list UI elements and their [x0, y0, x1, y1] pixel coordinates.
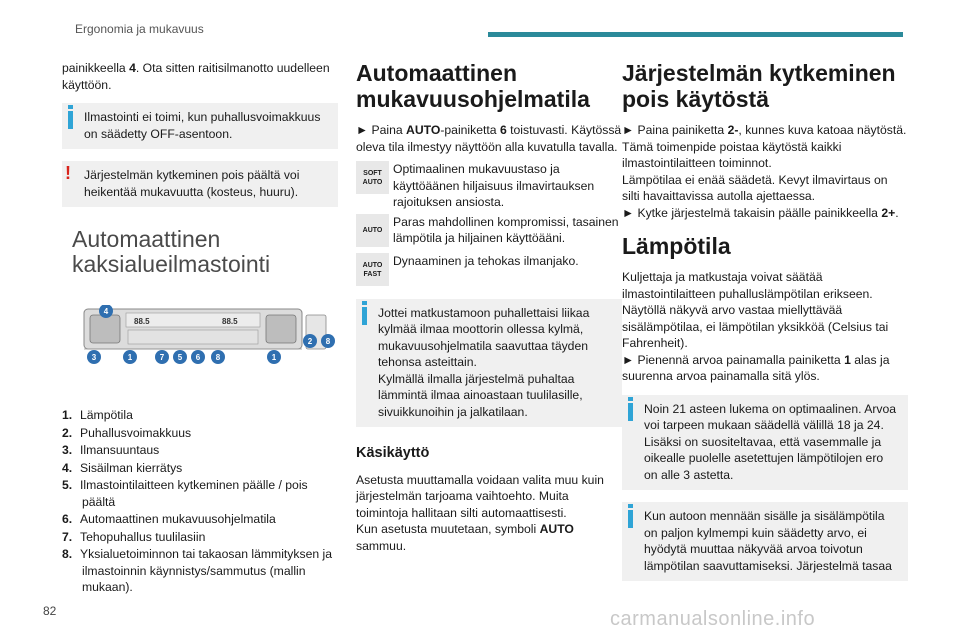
section-heading-temperature: Lämpötila [622, 233, 731, 259]
mode-soft-auto: SOFT AUTO Optimaalinen mukavuustaso ja käyttöäänen hiljaisuus ilmavirtauksen rajoituksen ansiosta. [356, 161, 622, 211]
auto-paragraph: ► Paina AUTO-painiketta 6 toistuvasti. Käytössä oleva tila ilmestyy näyttöön alla kuvatulla tavalla. [356, 123, 622, 154]
info-note: Ilmastointi ei toimi, kun puhallusvoimakkuus on säädetty OFF-asentoon. [62, 103, 338, 149]
svg-text:8: 8 [325, 337, 331, 346]
list-item: 6. Automaattinen mukavuusohjelmatila [62, 512, 276, 526]
running-header: Ergonomia ja mukavuus [75, 22, 204, 36]
watermark: carmanualsonline.info [610, 608, 816, 630]
info-note: Jottei matkustamoon puhallettaisi liikaa kylmää ilmaa moottorin ollessa kylmä, mukavuusohjelmatila saavuttaa täyden tehonsa asteittain. Kylmällä ilmalla järjestelmä puhaltaa lämmintä ilmaa ainoastaan tuulilasille, sivuikkunoihin ja jalkatilaan. [356, 299, 622, 428]
svg-text:7: 7 [159, 353, 165, 362]
switch-off-paragraph: ► Paina painiketta 2-, kunnes kuva katoaa näytöstä. Tämä toimenpide poistaa käytöstä kaikki ilmastointilaitteen toiminnot. Lämpötilaa ei enää säädetä. Kevyt ilmavirtaus on silti havaittavissa autolla ajettaessa. ► Kytke järjestelmä takaisin päälle painikkeella 2+. [622, 123, 907, 220]
info-icon [68, 111, 73, 129]
list-item: 1. Lämpötila [62, 408, 133, 422]
list-item: 4. Sisäilman kierrätys [62, 460, 183, 475]
svg-text:1: 1 [271, 353, 277, 362]
page-number: 82 [43, 604, 57, 618]
section-heading-auto-comfort: Automaattinen mukavuusohjelmatila [356, 60, 590, 112]
svg-text:8: 8 [215, 353, 221, 362]
mode-auto-fast: AUTO FAST Dynaaminen ja tehokas ilmanjako. [356, 253, 622, 289]
section-heading-switch-off: Järjestelmän kytkeminen pois käytöstä [622, 60, 896, 112]
list-item: 5. Ilmastointilaitteen kytkeminen päälle / pois päältä [62, 478, 308, 509]
list-item: 2. Puhallusvoimakkuus [62, 425, 192, 440]
info-note: Noin 21 asteen lukema on optimaalinen. Arvoa voi tarpeen mukaan säädellä välillä 18 ja 24. Lisäksi on suositeltavaa, että vasemmalle ja oikealle puolelle asetettujen lämpötilojen ero on alle 3 astetta. [622, 395, 908, 491]
warning-icon: ! [65, 163, 71, 183]
intro-paragraph: painikkeella 4. Ota sitten raitisilmanotto uudelleen käyttöön. [62, 61, 330, 92]
column-middle [356, 60, 622, 560]
info-icon [628, 510, 633, 528]
column-left [62, 60, 338, 597]
info-icon [628, 403, 633, 421]
manual-paragraph: Asetusta muuttamalla voidaan valita muu kuin järjestelmän tarjoama vaihtoehto. Muita toimintoja hallitaan silti automaattisesti. Kun asetusta muutetaan, symboli AUTO sammuu. [356, 472, 604, 553]
info-note: Kun autoon mennään sisälle ja sisälämpötila on paljon kylmempi kuin säädetty arvo, ei hyödytä muuttaa näkyvää arvoa toivotun lämpötilan saavuttamiseksi. Järjestelmä tasaa [622, 502, 908, 581]
control-legend-list [62, 407, 338, 596]
svg-text:2: 2 [307, 337, 313, 346]
svg-text:6: 6 [195, 353, 201, 362]
warning-note: ! Järjestelmän kytkeminen pois päältä voi heikentää mukavuutta (kosteus, huuru). [62, 161, 338, 207]
column-right [622, 60, 908, 593]
control-panel-illustration [70, 305, 340, 367]
control-panel-diagram [70, 305, 340, 367]
temperature-paragraph: Kuljettaja ja matkustaja voivat säätää ilmastointilaitteen puhalluslämpötilan erikseen. Näytöllä näkyvä arvo vastaa miellyttävää sisälämpötilaa, ei lämpötilan yksikköä (Celsius tai Fahrenheit). ► Pienennä arvoa painamalla painiketta 1 alas ja suurenna arvoa painamalla sitä ylös. [622, 270, 890, 383]
list-item: 7. Tehopuhallus tuulilasiin [62, 529, 206, 544]
svg-text:4: 4 [103, 307, 109, 316]
display-temp-left: 88.5 [134, 317, 150, 326]
auto-fast-icon: AUTO FAST [356, 253, 389, 286]
mode-auto: AUTO Paras mahdollinen kompromissi, tasainen lämpötila ja hiljainen käyttöääni. [356, 214, 622, 250]
subheading-manual: Käsikäyttö [356, 445, 430, 461]
soft-auto-icon: SOFT AUTO [356, 161, 389, 194]
auto-icon: AUTO [356, 214, 389, 247]
svg-text:1: 1 [127, 353, 133, 362]
section-heading-dual-zone: Automaattinen kaksialueilmastointi [72, 226, 271, 277]
header-accent-bar [488, 32, 903, 37]
list-item: 3. Ilmansuuntaus [62, 443, 160, 457]
display-temp-right: 88.5 [222, 317, 238, 326]
svg-text:3: 3 [91, 353, 97, 362]
info-icon [362, 307, 367, 325]
list-item: 8. Yksialuetoiminnon tai takaosan lämmityksen ja ilmastoinnin käynnistys/sammutus (mallin mukaan). [62, 547, 332, 594]
svg-text:5: 5 [177, 353, 183, 362]
